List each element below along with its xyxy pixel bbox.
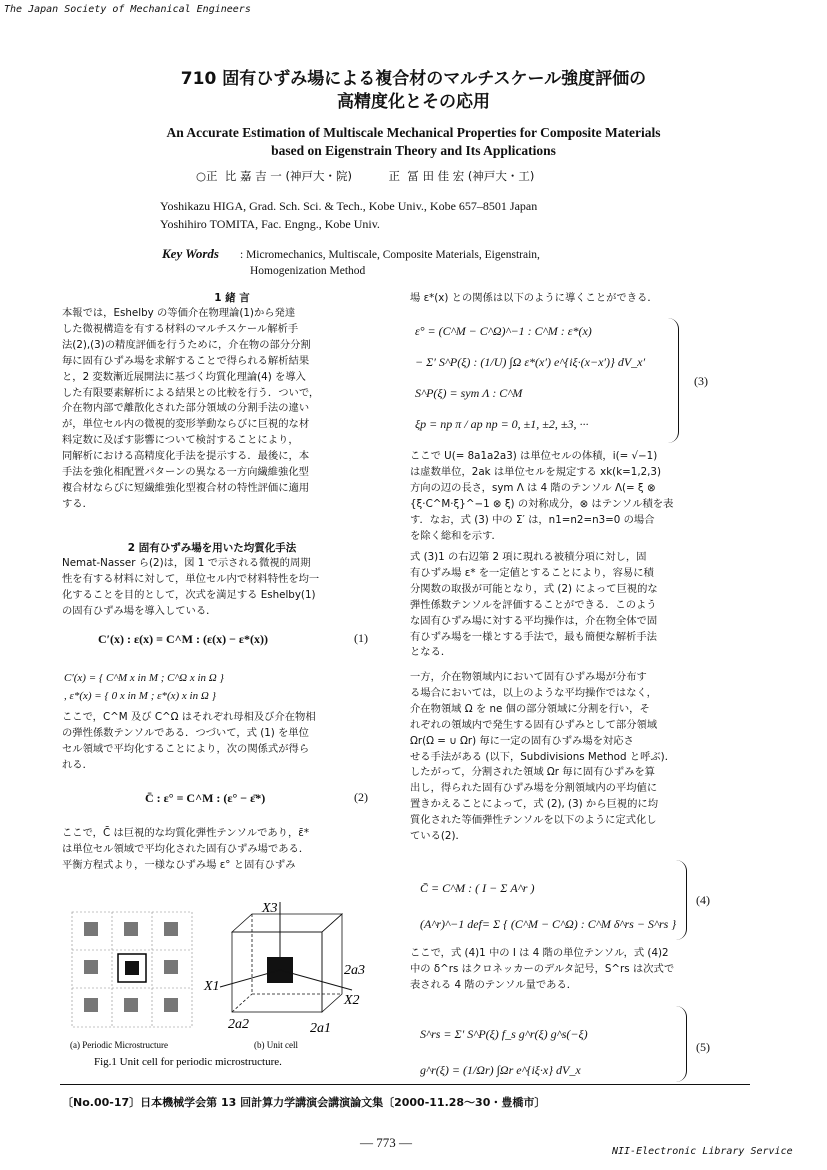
text-line: 出し，得られた固有ひずみ場を分割領域内の平均値に [410,782,658,795]
paragraph-after-eq4 [410,946,728,994]
text-line: ここで，式 (4)1 中の I は 4 階の単位テンソル，式 (4)2 [410,947,669,959]
unit-cell-graphic [220,902,352,1012]
section2-heading: 2 固有ひずみ場を用いた均質化手法 [127,542,297,554]
text-line: 有ひずみ場を一様とする手法で，最も簡便な解析手法 [410,630,657,643]
text-line: 弾性係数テンソルを評価することができる．このよう [410,598,657,611]
text-line: 法(2),(3)の精度評価を行うために，介在物の部分分割 [62,338,311,351]
text-line: ている(2)． [410,830,466,843]
text-line: 性を有する材料に対して，単位セル内で材料特性を均一 [62,572,320,585]
equation-line: − Σ′ S^P(ξ) : (1/U) ∫Ω ε*(x′) e^{iξ·(x−x′)} dV_x′ [415,355,646,369]
text-line: 平衡方程式より，一様なひずみ場 ε° と固有ひずみ [62,858,296,871]
equation-1b-right: , ε*(x) = { 0 x in M ; ε*(x) x in Ω } [64,690,216,702]
equation-line: C̄ = C^M : ( I − Σ A^r ) [420,881,535,895]
equation-2: C̄ : ε° = C^M : (ε° − ε̄*) [145,791,266,805]
text-line: は虚数単位，2ak は単位セルを規定する xk(k=1,2,3) [410,465,662,478]
text-line: が，単位セル内の微視的変形挙動ならびに巨視的な材 [62,418,310,431]
text-line: を除く総和を示す． [410,529,502,542]
equation-4 [420,870,676,942]
text-line: 中の δ^rs はクロネッカーのデルタ記号，S^rs は次式で [410,962,675,975]
equation-line: S^rs = Σ′ S^P(ξ) f_s g^r(ξ) g^s(−ξ) [420,1027,588,1041]
fig-label-2a1: 2a1 [310,1021,331,1036]
equation-line: ξp = np π / ap np = 0, ±1, ±2, ±3, ··· [415,417,589,431]
text-line: れる． [62,758,93,771]
page-number: — 773 — [360,1135,412,1150]
text-line: な固有ひずみ場に対する平均操作は，介在物全体で固 [410,614,658,627]
text-line: 介在物領域 Ω を ne 個の部分領域に分割を行い，そ [410,702,650,715]
text-line: した有限要素解析による結果との比較を行う．ついで， [62,386,320,399]
text-line: 本報では，Eshelby の等価介在物理論(1)から発達 [62,307,296,319]
text-line: 分関数の取扱が可能となり，式 (2) によって巨視的な [410,582,658,595]
text-line: の弾性係数テンソルである．つづいて，式 (1) を単位 [62,726,309,739]
text-line: 表される 4 階のテンソル量である． [410,978,578,991]
text-line: 複合材ならびに短繊維強化型複合材の特性評価に適用 [62,481,310,494]
text-line: の固有ひずみ場を導入している． [62,604,217,617]
text-line: 式 (3)1 の右辺第 2 項に現れる被積分項に対し，固 [410,551,647,563]
section2-paragraph [62,556,380,620]
equation-3-brace [668,318,679,443]
section1-heading: 1 緒 言 [214,292,250,304]
society-header: The Japan Society of Mechanical Engineers [4,4,251,15]
text-line: 有ひずみ場 ε* を一定値とすることにより，容易に積 [410,566,654,579]
text-line: ここで U(= 8a1a2a3) は単位セルの体積，i(= √−1) [410,450,658,462]
text-line: 一方，介在物領域内において固有ひずみ場が分布す [410,671,647,683]
equation-3 [415,316,645,440]
text-line: る場合においては，以上のような平均操作ではなく， [410,686,657,699]
right-intro-line: 場 ε*(x) との関係は以下のように導くことができる． [410,292,658,304]
equation-3-number: (3) [694,374,708,388]
text-line: ここで，C^M 及び C^Ω はそれぞれ母相及び介在物相 [62,711,316,723]
paragraph-after-eq1 [62,710,380,774]
equation-4-number: (4) [696,893,710,907]
title-jp-line1: 710 固有ひずみ場による複合材のマルチスケール強度評価の [180,69,647,89]
authors-en-line2: Yoshihiro TOMITA, Fac. Engng., Kobe Univ. [160,217,380,231]
fig-sub-caption-b: (b) Unit cell [254,1040,298,1050]
equation-2-number: (2) [354,790,368,804]
equation-line: ε° = (C^M − C^Ω)^−1 : C^M : ε*(x) [415,324,592,338]
title-en-line1: An Accurate Estimation of Multiscale Mechanical Properties for Composite Materials [166,125,661,140]
text-line: 毎に固有ひずみ場を求解することで得られる解析結果 [62,354,310,367]
fig-label-x3: X3 [262,901,278,916]
equation-line: S^P(ξ) = sym Λ : C^M [415,386,523,400]
keywords-label: Key Words [162,246,219,261]
equation-line: g^r(ξ) = (1/Ωr) ∫Ωr e^{iξ·x} dV_x [420,1063,581,1077]
text-line: セル領域で平均化することにより，次の関係式が得ら [62,742,310,755]
fig-caption: Fig.1 Unit cell for periodic microstructure. [94,1056,282,1068]
figure-1 [62,892,382,1072]
fig-label-x2: X2 [344,993,360,1008]
keywords-line1: : Micromechanics, Multiscale, Composite Materials, Eigenstrain, [240,249,540,261]
text-line: す．なお，式 (3) 中の Σ′ は，n1=n2=n3=0 の場合 [410,513,655,526]
text-line: する． [62,497,93,510]
equation-line: (A^r)^−1 def= Σ { (C^M − C^Ω) : C^M δ^rs − S^rs } [420,917,677,931]
footer-proceedings: 〔No.00-17〕日本機械学会第 13 回計算力学講演会講演論文集〔2000-11.28〜30・豊橋市〕 [62,1096,546,1109]
text-line: は単位セル領域で平均化された固有ひずみ場である． [62,842,310,855]
text-line: 質化された等価弾性テンソルを以下のように定式化し [410,814,657,827]
paragraph-subdivisions-method [410,670,728,845]
equation-4-brace [676,860,687,940]
authors-jp: ○正 比 嘉 吉 一 (神戸大・院) 正 冨 田 佳 宏 (神戸大・工) [196,169,535,183]
fig-label-2a3: 2a3 [344,963,365,978]
text-line: した微視構造を有する材料のマルチスケール解析手 [62,322,299,335]
fig-sub-caption-a: (a) Periodic Microstructure [70,1040,168,1050]
library-footer: NII-Electronic Library Service [612,1146,793,1157]
text-line: 置きかえることによって，式 (2), (3) から巨視的に均 [410,798,658,811]
text-line: 料定数に及ぼす影響について検討することにより， [62,434,299,447]
text-line: ここで，C̄ は巨視的な均質化弾性テンソルであり，ε̄* [62,827,309,839]
text-line: せる手法がある (以下，Subdivisions Method と呼ぶ)． [410,750,675,763]
intro-paragraph [62,306,380,513]
equation-1: C′(x) : ε(x) = C^M : (ε(x) − ε*(x)) [98,632,269,646]
text-line: 手法を強化相配置パターンの異なる一方向繊維強化型 [62,466,309,479]
paragraph-subdivision-intro [410,550,728,661]
text-line: 同解析における高精度化手法を提示する．最後に，本 [62,450,310,463]
text-line: 化することを目的として，次式を満足する Eshelby(1) [62,588,316,601]
equation-1-number: (1) [354,631,368,645]
title-jp-line2: 高精度化とその応用 [337,92,490,112]
equation-1b-left: C′(x) = { C^M x in M ; C^Ω x in Ω } [64,672,224,684]
text-line: したがって，分割された領域 Ωr 毎に固有ひずみを算 [410,766,655,779]
text-line: と，2 変数漸近展開法に基づく均質化理論(4) を導入 [62,370,306,383]
text-line: れぞれの領域内で発生する固有ひずみとして部分領域 [410,718,658,731]
fig-label-2a2: 2a2 [228,1017,249,1032]
equation-5-brace [676,1006,687,1082]
equation-5 [420,1016,588,1088]
text-line: となる． [410,646,452,659]
equation-5-number: (5) [696,1040,710,1054]
text-line: Nemat-Nasser ら(2)は，図 1 で示される微視的周期 [62,557,311,569]
fig-label-x1: X1 [204,979,220,994]
keywords-line2: Homogenization Method [250,265,366,277]
paragraph-after-eq3 [410,449,728,544]
text-line: Ωr(Ω = ∪ Ωr) 毎に一定の固有ひずみ場を対応さ [410,734,634,747]
footer-rule [60,1084,750,1085]
text-line: 介在物内部で離散化された部分領域の分割手法の違い [62,402,310,415]
title-en-line2: based on Eigenstrain Theory and Its Applications [271,143,556,158]
paragraph-after-eq2 [62,826,380,874]
text-line: 方向の辺の長さ，sym Λ は 4 階のテンソル Λ(= ξ ⊗ [410,481,656,494]
authors-en-line1: Yoshikazu HIGA, Grad. Sch. Sci. & Tech., Kobe Univ., Kobe 657–8501 Japan [160,199,538,213]
text-line: {ξ·C^M·ξ}^−1 ⊗ ξ) の対称成分，⊗ はテンソル積を表 [410,497,674,510]
periodic-microstructure-graphic [72,912,192,1027]
